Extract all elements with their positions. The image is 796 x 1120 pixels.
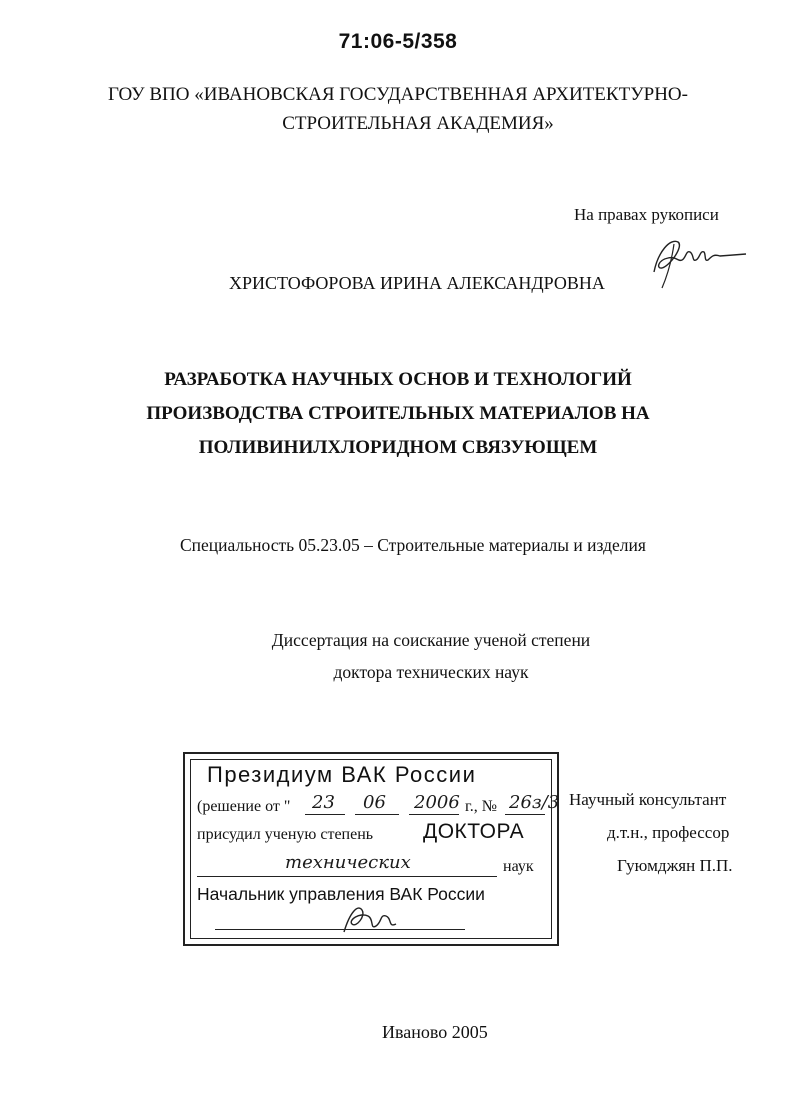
underline bbox=[305, 814, 345, 815]
title-line-3: ПОЛИВИНИЛХЛОРИДНОМ СВЯЗУЮЩЕМ bbox=[198, 437, 598, 458]
author-signature-icon bbox=[648, 232, 748, 290]
underline bbox=[355, 814, 399, 815]
stamp-awarded-text: присудил ученую степень bbox=[197, 826, 374, 843]
stamp-field-handwritten: технических bbox=[285, 852, 411, 873]
consultant-name: Гуюмджян П.П. bbox=[617, 856, 733, 875]
vak-stamp bbox=[183, 752, 559, 946]
underline bbox=[215, 929, 465, 930]
dissertation-line-1: Диссертация на соискание ученой степени bbox=[271, 630, 591, 650]
catalog-number: 71:06-5/358 bbox=[338, 30, 458, 53]
underline bbox=[505, 814, 545, 815]
consultant-label: Научный консультант bbox=[569, 790, 727, 809]
stamp-title: Президиум ВАК России bbox=[207, 762, 477, 787]
underline bbox=[409, 814, 459, 815]
institution-line-2: СТРОИТЕЛЬНАЯ АКАДЕМИЯ» bbox=[282, 113, 554, 134]
stamp-sciences: наук bbox=[503, 858, 534, 875]
title-line-1: РАЗРАБОТКА НАУЧНЫХ ОСНОВ И ТЕХНОЛОГИЙ bbox=[164, 369, 632, 390]
title-line-2: ПРОИЗВОДСТВА СТРОИТЕЛЬНЫХ МАТЕРИАЛОВ НА bbox=[146, 403, 650, 424]
author-name: ХРИСТОФОРОВА ИРИНА АЛЕКСАНДРОВНА bbox=[229, 273, 605, 293]
stamp-decision-prefix: (решение от " bbox=[197, 798, 291, 815]
dissertation-line-2: доктора технических наук bbox=[333, 662, 529, 682]
stamp-year-suffix: г., № bbox=[465, 798, 498, 815]
stamp-head-title: Начальник управления ВАК России bbox=[197, 884, 485, 904]
consultant-degree: д.т.н., профессор bbox=[607, 823, 730, 842]
stamp-signature-icon bbox=[340, 902, 400, 938]
specialty: Специальность 05.23.05 – Строительные материалы и изделия bbox=[180, 535, 646, 555]
manuscript-rights: На правах рукописи bbox=[574, 205, 719, 224]
stamp-date-month: 06 bbox=[363, 792, 386, 813]
institution-line-1: ГОУ ВПО «ИВАНОВСКАЯ ГОСУДАРСТВЕННАЯ АРХИТЕКТУРНО- bbox=[108, 84, 688, 105]
underline bbox=[197, 876, 497, 877]
stamp-decision-number: 26з/3 bbox=[509, 792, 560, 813]
stamp-date-year: 2006 bbox=[414, 792, 460, 813]
stamp-degree: ДОКТОРА bbox=[423, 820, 525, 843]
city-year: Иваново 2005 bbox=[382, 1022, 488, 1042]
stamp-date-day: 23 bbox=[312, 792, 335, 813]
